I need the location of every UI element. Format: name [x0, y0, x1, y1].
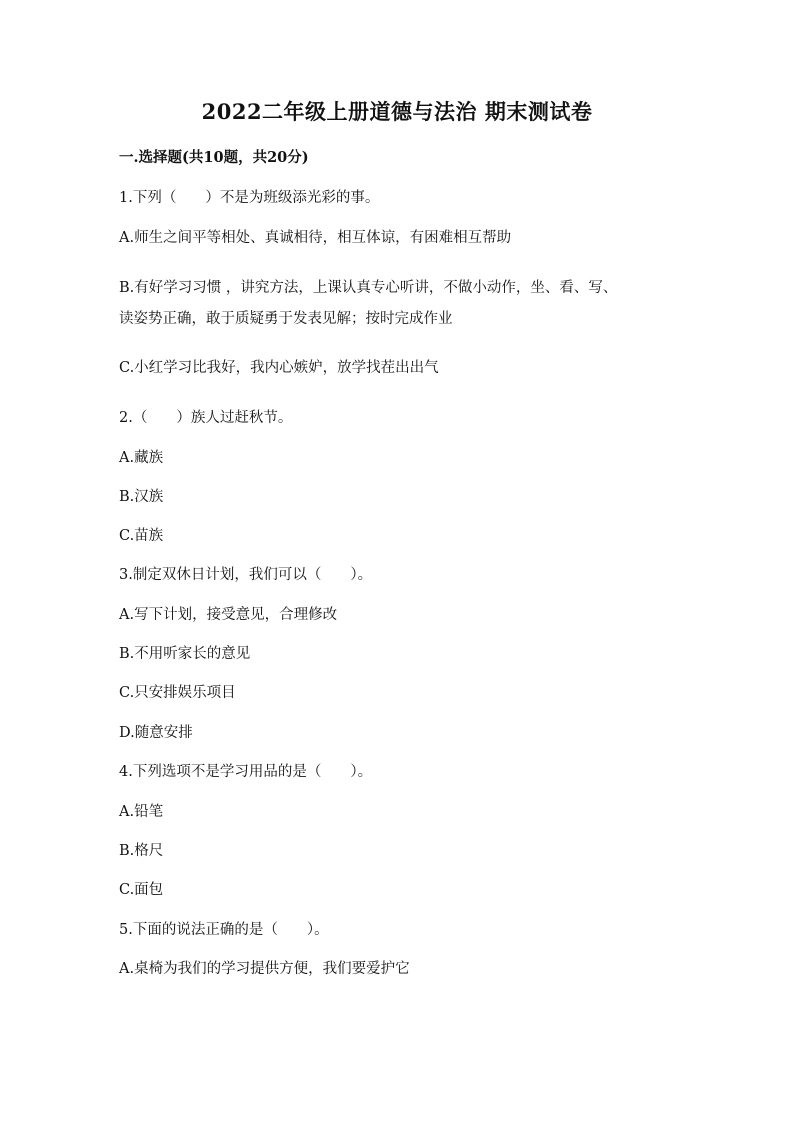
question-4-stem: 4.下列选项不是学习用品的是（ ）。	[119, 764, 373, 780]
question-3-option-a: A.写下计划，接受意见，合理修改	[119, 607, 338, 623]
question-3-stem: 3.制定双休日计划，我们可以（ ）。	[119, 567, 373, 583]
question-4-option-a: A.铅笔	[119, 804, 164, 820]
question-2-option-c: C.苗族	[119, 528, 164, 544]
document-title: 2022二年级上册道德与法治 期末测试卷	[201, 99, 593, 124]
question-4-option-b: B.格尺	[119, 843, 164, 859]
question-5-option-a: A.桌椅为我们的学习提供方便，我们要爱护它	[119, 961, 410, 977]
question-1-stem: 1.下列（ ）不是为班级添光彩的事。	[119, 190, 380, 206]
question-3-option-d: D.随意安排	[119, 725, 193, 741]
question-2-stem: 2.（ ）族人过赶秋节。	[119, 410, 293, 426]
question-5-stem: 5.下面的说法正确的是（ ）。	[119, 922, 329, 938]
question-1-option-b-continued: 读姿势正确，敢于质疑勇于发表见解；按时完成作业	[119, 311, 453, 327]
question-3-option-c: C.只安排娱乐项目	[119, 685, 236, 701]
question-3-option-b: B.不用听家长的意见	[119, 646, 251, 662]
question-1-option-c: C.小红学习比我好，我内心嫉妒，放学找茬出出气	[119, 360, 439, 376]
question-2-option-a: A.藏族	[119, 450, 164, 466]
question-2-option-b: B.汉族	[119, 489, 164, 505]
question-1-option-a: A.师生之间平等相处、真诚相待，相互体谅，有困难相互帮助	[119, 230, 512, 246]
question-1-option-b: B.有好学习习惯 ，讲究方法，上课认真专心听讲，不做小动作，坐、看、写、	[119, 280, 618, 296]
section-heading: 一.选择题(共10题，共20分)	[119, 149, 309, 166]
question-4-option-c: C.面包	[119, 882, 164, 898]
